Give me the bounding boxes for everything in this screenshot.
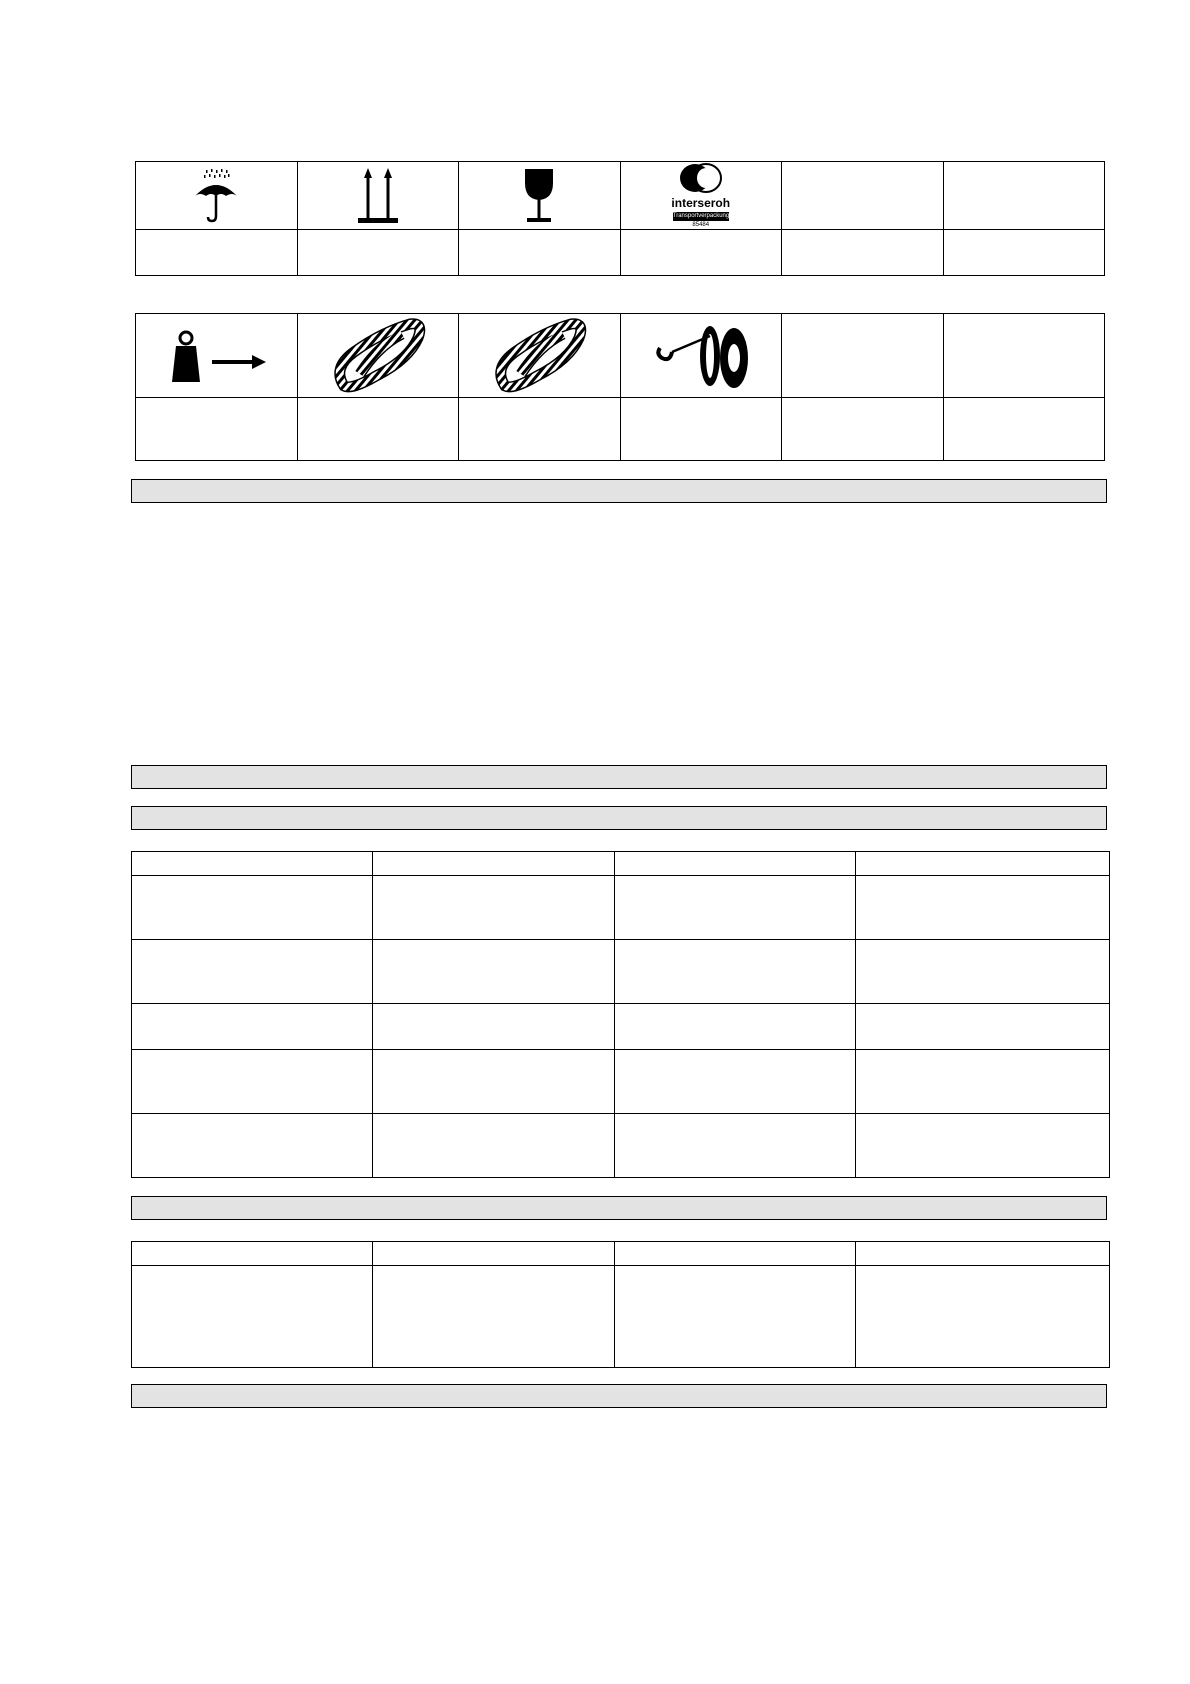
table-cell: [373, 876, 614, 940]
table-row: [132, 940, 1110, 1004]
table-cell: [856, 1050, 1110, 1114]
symbol-cell: [459, 162, 621, 230]
table-row: [132, 1050, 1110, 1114]
section-header-bar-4: [131, 1196, 1107, 1220]
table-cell: [856, 1266, 1110, 1368]
data-table-2: [131, 1241, 1110, 1368]
table-header-cell: [614, 852, 855, 876]
table-cell: [614, 1266, 855, 1368]
table-cell: [373, 1114, 614, 1178]
table-cell: [614, 940, 855, 1004]
table-cell: [856, 1004, 1110, 1050]
table-cell: [132, 1114, 373, 1178]
table-cell: [373, 940, 614, 1004]
symbol-label-cell: [459, 398, 621, 461]
table-cell: [132, 1004, 373, 1050]
keep-dry-umbrella-icon: [192, 168, 240, 224]
symbol-label-cell: [620, 398, 782, 461]
symbol-label-cell: [136, 230, 298, 276]
symbol-label-cell: [620, 230, 782, 276]
symbol-table-1: [135, 161, 1105, 276]
table-header-cell: [373, 852, 614, 876]
table-row: [132, 1004, 1110, 1050]
table-row: [132, 876, 1110, 940]
symbol-label-cell: [297, 398, 459, 461]
table-header-cell: [373, 1242, 614, 1266]
symbol-cell-empty: [782, 314, 944, 398]
section-header-bar-3: [131, 806, 1107, 830]
symbol-cell: [620, 314, 782, 398]
symbol-label-cell: [297, 230, 459, 276]
symbol-cell: [136, 162, 298, 230]
table-cell: [614, 876, 855, 940]
symbol-label-cell: [782, 230, 944, 276]
symbol-label-cell: [943, 398, 1105, 461]
section-header-bar-5: [131, 1384, 1107, 1408]
symbol-cell: [297, 314, 459, 398]
table-cell: [614, 1114, 855, 1178]
coiled-rope-icon: [491, 316, 587, 396]
interseroh-circle-mark: [673, 162, 729, 194]
table-cell: [856, 940, 1110, 1004]
winch-drum-hook-icon: [646, 318, 756, 394]
table-cell: [856, 876, 1110, 940]
table-header-cell: [614, 1242, 855, 1266]
interseroh-logo-text: interseroh: [671, 196, 731, 210]
interseroh-logo-number: 85484: [692, 222, 710, 228]
symbol-cell-empty: [943, 314, 1105, 398]
table-header-cell: [132, 852, 373, 876]
symbol-cell: [297, 162, 459, 230]
table-cell: [614, 1050, 855, 1114]
section-header-bar-2: [131, 765, 1107, 789]
table-cell: [132, 876, 373, 940]
table-cell: [132, 1266, 373, 1368]
symbol-cell: [620, 162, 782, 230]
symbol-cell-empty: [943, 162, 1105, 230]
this-way-up-arrows-icon: [354, 166, 402, 226]
table-cell: [132, 1050, 373, 1114]
interseroh-logo-band: Transportverpackung: [672, 213, 730, 219]
symbol-label-cell: [136, 398, 298, 461]
symbol-label-cell: [943, 230, 1105, 276]
data-table-1: [131, 851, 1110, 1178]
table-cell: [373, 1050, 614, 1114]
table-cell: [132, 940, 373, 1004]
table-row: [132, 1266, 1110, 1368]
table-header-cell: [132, 1242, 373, 1266]
symbol-label-cell: [782, 398, 944, 461]
table-cell: [373, 1266, 614, 1368]
interseroh-logo-icon: [669, 162, 733, 229]
symbol-cell-empty: [782, 162, 944, 230]
fragile-glass-icon: [519, 167, 559, 225]
table-row: [132, 1114, 1110, 1178]
table-header-cell: [856, 852, 1110, 876]
table-cell: [856, 1114, 1110, 1178]
weight-pull-arrow-icon: [164, 328, 268, 384]
symbol-cell: [459, 314, 621, 398]
table-cell: [614, 1004, 855, 1050]
symbol-label-cell: [459, 230, 621, 276]
symbol-table-2: [135, 313, 1105, 461]
table-cell: [373, 1004, 614, 1050]
symbol-cell: [136, 314, 298, 398]
table-header-cell: [856, 1242, 1110, 1266]
section-header-bar-1: [131, 479, 1107, 503]
coiled-rope-icon: [330, 316, 426, 396]
